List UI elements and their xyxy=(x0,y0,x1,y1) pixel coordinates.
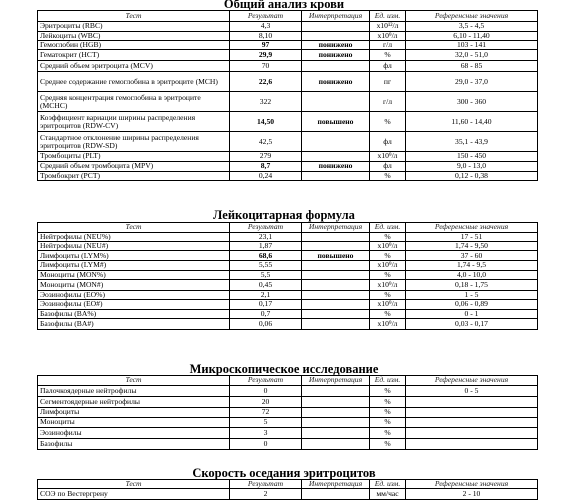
column-header-result: Результат xyxy=(230,11,302,22)
results-table xyxy=(37,10,538,181)
cell-result: 0,45 xyxy=(230,279,302,290)
cell-test: Гематокрит (HCT) xyxy=(38,50,230,61)
table-header-row xyxy=(38,376,538,386)
cell-test: Стандартное отклонение ширины распределения эритроцитов (RDW-SD) xyxy=(38,132,230,152)
column-header-unit: Ед. изм. xyxy=(370,223,406,233)
cell-result: 2 xyxy=(230,489,302,500)
cell-ref: 9,0 - 13,0 xyxy=(406,161,538,171)
table-row xyxy=(38,310,538,319)
cell-test: Нейтрофилы (NEU%) xyxy=(38,233,230,242)
cell-interp xyxy=(302,233,370,242)
cell-ref: 300 - 360 xyxy=(406,92,538,112)
cell-ref: 3,5 - 4,5 xyxy=(406,22,538,32)
table-row xyxy=(38,132,538,152)
cell-result: 0,7 xyxy=(230,310,302,319)
table-row xyxy=(38,233,538,242)
cell-interp xyxy=(302,319,370,330)
column-header-unit: Ед. изм. xyxy=(370,376,406,386)
table-row xyxy=(38,22,538,32)
cell-test: Тромбокрит (PCT) xyxy=(38,171,230,180)
table-row xyxy=(38,112,538,132)
cell-result: 2,1 xyxy=(230,290,302,299)
table-row xyxy=(38,72,538,92)
column-header-test: Тест xyxy=(38,11,230,22)
cell-result: 4,3 xyxy=(230,22,302,32)
cell-unit: % xyxy=(370,428,406,439)
table-row xyxy=(38,171,538,180)
section-title: Общий анализ крови xyxy=(223,0,345,11)
cell-interp: повышено xyxy=(302,112,370,132)
cell-ref: 37 - 60 xyxy=(406,251,538,261)
table-row xyxy=(38,261,538,270)
cell-result: 5 xyxy=(230,418,302,428)
cell-unit: фл xyxy=(370,61,406,72)
cell-ref: 17 - 51 xyxy=(406,233,538,242)
cell-unit: фл xyxy=(370,132,406,152)
column-header-interp: Интерпретация xyxy=(302,223,370,233)
cell-unit: фл xyxy=(370,161,406,171)
cell-ref: 6,10 - 11,40 xyxy=(406,32,538,41)
table-header-row xyxy=(38,11,538,22)
cell-interp xyxy=(302,171,370,180)
cell-interp xyxy=(302,22,370,32)
cell-test: Палочкоядерные нейтрофилы xyxy=(38,386,230,397)
table-row xyxy=(38,439,538,450)
cell-result: 68,6 xyxy=(230,251,302,261)
cell-test: Нейтрофилы (NEU#) xyxy=(38,242,230,251)
cell-interp xyxy=(302,261,370,270)
cell-result: 1,87 xyxy=(230,242,302,251)
results-table xyxy=(37,222,538,330)
table-row xyxy=(38,386,538,397)
column-header-ref: Референсные значения xyxy=(406,11,538,22)
section-title: Скорость оседания эритроцитов xyxy=(192,466,376,480)
cell-unit: г/л xyxy=(370,41,406,50)
column-header-unit: Ед. изм. xyxy=(370,11,406,22)
column-header-result: Результат xyxy=(230,480,302,489)
cell-test: Моноциты (MON#) xyxy=(38,279,230,290)
cell-test: Лейкоциты (WBC) xyxy=(38,32,230,41)
cell-test: Сегментоядерные нейтрофилы xyxy=(38,397,230,408)
cell-test: Лимфоциты (LYM%) xyxy=(38,251,230,261)
cell-unit: х10⁹/л xyxy=(370,300,406,310)
table-header-row xyxy=(38,480,538,489)
cell-interp xyxy=(302,439,370,450)
cell-interp xyxy=(302,489,370,500)
cell-unit: мм/час xyxy=(370,489,406,500)
cell-result: 0,24 xyxy=(230,171,302,180)
column-header-test: Тест xyxy=(38,223,230,233)
cell-ref: 1 - 5 xyxy=(406,290,538,299)
table-row xyxy=(38,418,538,428)
cell-interp: повышено xyxy=(302,251,370,261)
cell-ref: 11,60 - 14,40 xyxy=(406,112,538,132)
cell-unit: пг xyxy=(370,72,406,92)
cell-test: Эозинофилы (EO#) xyxy=(38,300,230,310)
cell-unit: х10⁹/л xyxy=(370,152,406,161)
cell-interp xyxy=(302,428,370,439)
column-header-interp: Интерпретация xyxy=(302,11,370,22)
cell-test: Средний объем тромбоцита (MPV) xyxy=(38,161,230,171)
cell-unit: % xyxy=(370,171,406,180)
cell-test: Тромбоциты (PLT) xyxy=(38,152,230,161)
cell-result: 29,9 xyxy=(230,50,302,61)
cell-interp: понижено xyxy=(302,50,370,61)
cell-unit: % xyxy=(370,439,406,450)
cell-ref: 0 - 1 xyxy=(406,310,538,319)
cell-result: 8,7 xyxy=(230,161,302,171)
column-header-ref: Референсные значения xyxy=(406,223,538,233)
cell-result: 14,50 xyxy=(230,112,302,132)
cell-ref: 150 - 450 xyxy=(406,152,538,161)
cell-test: Эозинофилы (EO%) xyxy=(38,290,230,299)
cell-unit: % xyxy=(370,397,406,408)
cell-ref: 32,0 - 51,0 xyxy=(406,50,538,61)
cell-interp xyxy=(302,32,370,41)
table-row xyxy=(38,152,538,161)
cell-unit: % xyxy=(370,386,406,397)
cell-unit: х10⁹/л xyxy=(370,242,406,251)
cell-test: Эозинофилы xyxy=(38,428,230,439)
cell-unit: г/л xyxy=(370,92,406,112)
cell-interp: понижено xyxy=(302,41,370,50)
cell-interp xyxy=(302,61,370,72)
cell-ref: 1,74 - 9,50 xyxy=(406,242,538,251)
column-header-unit: Ед. изм. xyxy=(370,480,406,489)
cell-result: 42,5 xyxy=(230,132,302,152)
cell-unit: % xyxy=(370,112,406,132)
cell-test: СОЭ по Вестергрену xyxy=(38,489,230,500)
cell-test: Средний объем эритроцита (MCV) xyxy=(38,61,230,72)
table-row xyxy=(38,290,538,299)
cell-unit: % xyxy=(370,251,406,261)
cell-ref: 2 - 10 xyxy=(406,489,538,500)
cell-unit: % xyxy=(370,310,406,319)
cell-ref: 0,06 - 0,89 xyxy=(406,300,538,310)
cell-test: Коэффициент вариации ширины распределения эритроцитов (RDW-CV) xyxy=(38,112,230,132)
cell-test: Лимфоциты (LYM#) xyxy=(38,261,230,270)
cell-unit: х10⁹/л xyxy=(370,261,406,270)
cell-test: Базофилы (BA%) xyxy=(38,310,230,319)
cell-ref: 0 - 5 xyxy=(406,386,538,397)
cell-result: 0 xyxy=(230,386,302,397)
cell-ref: 29,0 - 37,0 xyxy=(406,72,538,92)
cell-interp xyxy=(302,408,370,418)
cell-ref: 0,12 - 0,38 xyxy=(406,171,538,180)
cell-interp xyxy=(302,386,370,397)
cell-ref xyxy=(406,397,538,408)
table-row xyxy=(38,41,538,50)
cell-ref xyxy=(406,408,538,418)
cell-result: 322 xyxy=(230,92,302,112)
column-header-test: Тест xyxy=(38,376,230,386)
table-row xyxy=(38,161,538,171)
cell-test: Среднее содержание гемоглобина в эритроците (MCH) xyxy=(38,72,230,92)
cell-unit: % xyxy=(370,290,406,299)
cell-interp xyxy=(302,270,370,279)
results-table xyxy=(37,375,538,450)
cell-ref: 68 - 85 xyxy=(406,61,538,72)
cell-result: 3 xyxy=(230,428,302,439)
table-row xyxy=(38,489,538,500)
cell-interp: понижено xyxy=(302,72,370,92)
table-row xyxy=(38,428,538,439)
table-row xyxy=(38,270,538,279)
cell-ref xyxy=(406,439,538,450)
cell-test: Средняя концентрация гемоглобина в эритроците (MCHC) xyxy=(38,92,230,112)
cell-interp xyxy=(302,279,370,290)
table-row xyxy=(38,279,538,290)
cell-unit: % xyxy=(370,233,406,242)
column-header-test: Тест xyxy=(38,480,230,489)
cell-test: Моноциты (MON%) xyxy=(38,270,230,279)
table-header-row xyxy=(38,223,538,233)
cell-test: Лимфоциты xyxy=(38,408,230,418)
cell-interp: понижено xyxy=(302,161,370,171)
cell-interp xyxy=(302,92,370,112)
cell-result: 23,1 xyxy=(230,233,302,242)
cell-unit: % xyxy=(370,408,406,418)
cell-result: 0 xyxy=(230,439,302,450)
cell-ref: 103 - 141 xyxy=(406,41,538,50)
column-header-result: Результат xyxy=(230,223,302,233)
cell-test: Гемоглобин (HGB) xyxy=(38,41,230,50)
cell-interp xyxy=(302,418,370,428)
cell-result: 5,55 xyxy=(230,261,302,270)
cell-interp xyxy=(302,300,370,310)
cell-interp xyxy=(302,132,370,152)
cell-unit: % xyxy=(370,50,406,61)
cell-ref: 4,0 - 10,0 xyxy=(406,270,538,279)
cell-result: 0,06 xyxy=(230,319,302,330)
cell-result: 8,10 xyxy=(230,32,302,41)
section-title: Микроскопическое исследование xyxy=(189,362,379,376)
cell-result: 70 xyxy=(230,61,302,72)
cell-unit: % xyxy=(370,418,406,428)
cell-ref xyxy=(406,418,538,428)
cell-result: 0,17 xyxy=(230,300,302,310)
cell-unit: х10¹²/л xyxy=(370,22,406,32)
table-row xyxy=(38,408,538,418)
cell-ref: 1,74 - 9,5 xyxy=(406,261,538,270)
cell-result: 22,6 xyxy=(230,72,302,92)
cell-unit: х10⁹/л xyxy=(370,319,406,330)
cell-test: Моноциты xyxy=(38,418,230,428)
cell-result: 72 xyxy=(230,408,302,418)
table-row xyxy=(38,300,538,310)
cell-interp xyxy=(302,310,370,319)
section-title: Лейкоцитарная формула xyxy=(213,208,355,222)
cell-ref: 0,03 - 0,17 xyxy=(406,319,538,330)
cell-result: 5,5 xyxy=(230,270,302,279)
cell-interp xyxy=(302,242,370,251)
cell-ref xyxy=(406,428,538,439)
cell-ref: 35,1 - 43,9 xyxy=(406,132,538,152)
column-header-result: Результат xyxy=(230,376,302,386)
cell-result: 279 xyxy=(230,152,302,161)
table-row xyxy=(38,61,538,72)
cell-result: 97 xyxy=(230,41,302,50)
table-row xyxy=(38,397,538,408)
cell-unit: х10⁹/л xyxy=(370,279,406,290)
cell-interp xyxy=(302,152,370,161)
cell-test: Базофилы xyxy=(38,439,230,450)
column-header-ref: Референсные значения xyxy=(406,376,538,386)
column-header-interp: Интерпретация xyxy=(302,480,370,489)
column-header-interp: Интерпретация xyxy=(302,376,370,386)
cell-test: Эритроциты (RBC) xyxy=(38,22,230,32)
column-header-ref: Референсные значения xyxy=(406,480,538,489)
table-row xyxy=(38,251,538,261)
cell-interp xyxy=(302,290,370,299)
table-row xyxy=(38,92,538,112)
table-row xyxy=(38,319,538,330)
cell-interp xyxy=(302,397,370,408)
table-row xyxy=(38,50,538,61)
table-row xyxy=(38,32,538,41)
cell-ref: 0,18 - 1,75 xyxy=(406,279,538,290)
cell-unit: х10⁹/л xyxy=(370,32,406,41)
cell-test: Базофилы (BA#) xyxy=(38,319,230,330)
table-row xyxy=(38,242,538,251)
cell-result: 20 xyxy=(230,397,302,408)
results-table xyxy=(37,479,538,500)
cell-unit: % xyxy=(370,270,406,279)
